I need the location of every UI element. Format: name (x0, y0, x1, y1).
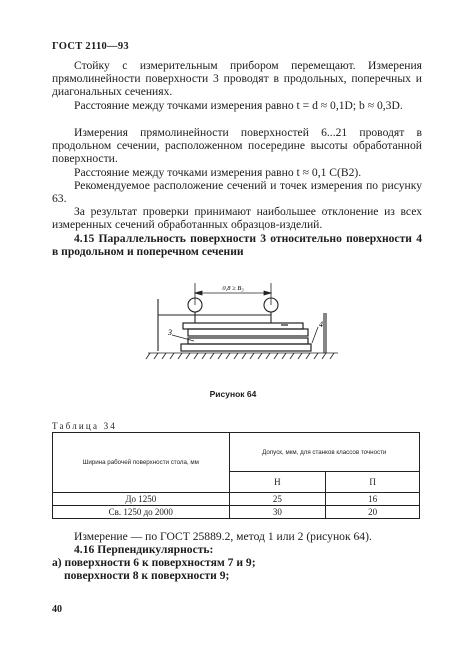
callout-4 (312, 327, 318, 343)
right-indicator (324, 313, 326, 353)
measuring-stand (158, 298, 278, 351)
column-header-tolerance: Допуск, мкм, для станков классов точности (229, 433, 419, 472)
figure-64-drawing (138, 283, 348, 378)
cell-tolerance-p: 20 (326, 506, 420, 519)
figure-caption: Рисунок 64 (209, 389, 257, 399)
callout-3-label: 3 (168, 328, 172, 337)
list-item-a: а) поверхности 6 к поверхностям 7 и 9; (52, 556, 256, 569)
table-caption: Таблица 34 (52, 421, 117, 431)
document-header: ГОСТ 2110—93 (52, 41, 129, 52)
paragraph-recommended: Рекомендуемое расположение сечений и точек измерения по рисунку 63. (52, 179, 422, 206)
list-item-a-cont: поверхности 8 к поверхности 9; (64, 569, 230, 582)
paragraph-measurement-method: Измерение — по ГОСТ 25889.2, метод 1 или 2 (рисунок 64). (74, 530, 372, 543)
cell-tolerance-p: 16 (326, 493, 420, 506)
paragraph-distance-1: Расстояние между точками измерения равно t = d ≈ 0,1D; b ≈ 0,3D. (74, 99, 403, 112)
class-header-h: Н (229, 472, 326, 493)
section-4-15-heading: 4.15 Параллельность поверхности 3 относительно поверхности 4 в продольном и поперечном сечении (52, 232, 422, 259)
table-row (53, 506, 420, 519)
dimension-label: 0,8 ≥ B₃ (222, 285, 244, 292)
cell-width: Св. 1250 до 2000 (53, 506, 230, 519)
callout-4-label: 4 (319, 320, 323, 329)
paragraph-distance-2: Расстояние между точками измерения равно t ≈ 0,1 C(B2). (74, 166, 362, 179)
column-header-width: Ширина рабочей поверхности стола, мм (53, 433, 230, 493)
class-header-p: П (326, 472, 420, 493)
table-row (53, 493, 420, 506)
section-4-16-heading: 4.16 Перпендикулярность: (74, 543, 214, 556)
cell-width: До 1250 (53, 493, 230, 506)
machine-table (181, 323, 311, 351)
paragraph-stand-move: Стойку с измерительным прибором перемещают. Измерения прямолинейности поверхности 3 проводят в продольных, поперечных и диагональных сечениях. (52, 59, 422, 99)
page-number: 40 (52, 604, 62, 615)
tolerance-table (52, 432, 420, 519)
cell-tolerance-h: 30 (229, 506, 326, 519)
foundation-hatching (146, 353, 338, 359)
cell-tolerance-h: 25 (229, 493, 326, 506)
paragraph-result: За результат проверки принимают наибольшее отклонение из всех измеренных сечений обработанных образцов-изделий. (52, 205, 422, 232)
paragraph-surfaces-6-21: Измерения прямолинейности поверхностей 6...21 проводят в продольном сечении, расположенном посередине высоты обработанной поверхности. (52, 126, 422, 166)
